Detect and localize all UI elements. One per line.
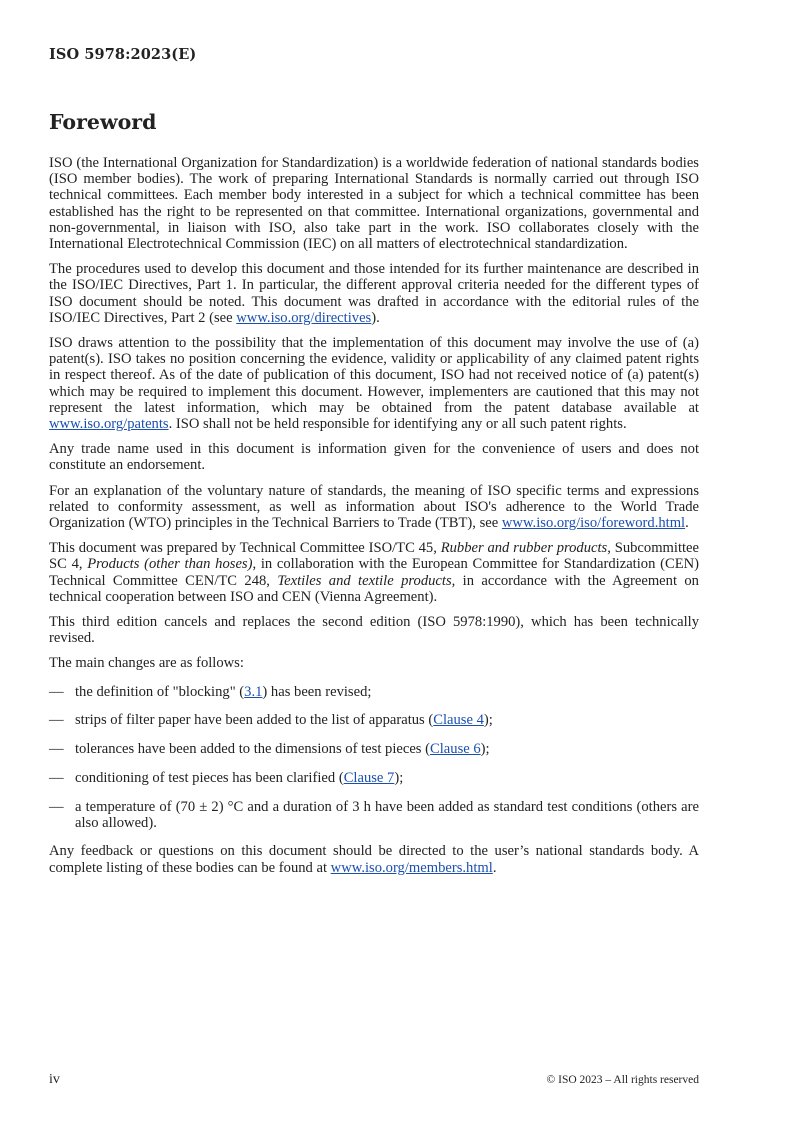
list-item-text: ); [483,712,493,729]
document-page [49,0,699,1122]
clause-6-link[interactable]: Clause 6 [430,741,481,758]
paragraph-text: in accordance with the Agreement on technical cooperation between ISO and CEN (Vienna Agreement). [49,572,699,605]
patents-link[interactable]: www.iso.org/patents [49,416,169,433]
paragraph-text: . [492,859,497,876]
paragraph-iso-intro: ISO (the International Organization for Standardization) is a worldwide federation of national standards bodies (ISO member bodies). The work of preparing International Standards is normally carried out through ISO technical committees. Each member body interested in a subject for which a technical committee has been established has the right to be represented on that committee. International organizations, governmental and non-governmental, in liaison with ISO, also take part in the work. ISO collaborates closely with the International Electrotechnical Commission (IEC) on all matters of electrotechnical standardization. [49,155,699,253]
list-item [49,684,699,700]
paragraph-procedures [49,261,699,326]
foreword-body [49,155,699,885]
paragraph-text: , in collaboration with the European Committee for Standardization (CEN) Technical Committee CEN/TC 248, [49,556,700,589]
foreword-link[interactable]: www.iso.org/iso/foreword.html [501,515,686,532]
list-item [49,741,699,757]
list-item-text: strips of filter paper have been added to the list of apparatus ( [75,712,434,729]
list-item-text: ); [480,741,490,758]
subcommittee-title: Products (other than hoses) [87,556,253,573]
list-item-text: ) has been revised; [262,683,372,700]
paragraph-feedback [49,843,699,875]
list-item-text: tolerances have been added to the dimensions of test pieces ( [75,741,430,758]
copyright-notice: © ISO 2023 – All rights reserved [546,1074,699,1086]
paragraph-text: , Subcommittee SC 4, [49,540,700,573]
paragraph-prepared-by [49,540,699,605]
list-item [49,712,699,728]
dash-marker: — [49,798,64,815]
dash-marker: — [49,741,64,758]
paragraph-text: Any feedback or questions on this document should be directed to the user’s national standards body. A complete listing of these bodies can be found at [49,843,699,876]
paragraph-text: This document was prepared by Technical Committee ISO/TC 45, [49,540,441,557]
cen-committee-title: Textiles and textile products, [277,572,456,589]
page-title: Foreword [49,110,157,134]
paragraph-text: For an explanation of the voluntary nature of standards, the meaning of ISO specific terms and expressions related to conformity assessment, as well as information about ISO's adherence to the World Trade Organization (WTO) principles in the Technical Barriers to Trade (TBT), see [49,482,699,532]
list-item-text: ); [394,769,404,786]
paragraph-patents [49,335,699,432]
changes-list [49,684,699,831]
paragraph-text: The procedures used to develop this document and those intended for its further maintenance are described in the ISO/IEC Directives, Part 1. In particular, the different approval criteria needed for the different types of ISO document should be noted. This document was drafted in accordance with the editorial rules of the ISO/IEC Directives, Part 2 (see [49,261,699,326]
list-item [49,770,699,786]
directives-link[interactable]: www.iso.org/directives [236,309,372,326]
paragraph-voluntary-nature [49,483,699,532]
document-id: ISO 5978:2023(E) [49,46,197,63]
paragraph-trade-name: Any trade name used in this document is information given for the convenience of users and does not constitute an endorsement. [49,441,699,474]
dash-marker: — [49,769,64,786]
list-item-text: a temperature of (70 ± 2) °C and a duration of 3 h have been added as standard test conditions (others are also allowed). [75,798,699,831]
paragraph-text: ). [371,309,380,326]
dash-marker: — [49,683,64,700]
clause-4-link[interactable]: Clause 4 [433,712,484,729]
list-item-text: conditioning of test pieces has been clarified ( [75,769,344,786]
clause-7-link[interactable]: Clause 7 [343,769,395,786]
page-number: iv [49,1072,60,1087]
paragraph-edition: This third edition cancels and replaces the second edition (ISO 5978:1990), which has been technically revised. [49,614,699,647]
committee-title: Rubber and rubber products [440,540,608,557]
list-item-text: the definition of "blocking" ( [75,683,245,700]
clause-3-1-link[interactable]: 3.1 [244,683,263,700]
paragraph-text: . ISO shall not be held responsible for identifying any or all such patent rights. [168,416,627,433]
paragraph-main-changes: The main changes are as follows: [49,655,244,672]
paragraph-text: ISO draws attention to the possibility that the implementation of this document may involve the use of (a) patent(s). ISO takes no position concerning the evidence, validity or applicability of any claimed patent rights in respect thereof. As of the date of publication of this document, ISO had not received notice of (a) patent(s) which may be required to implement this document. However, implementers are cautioned that this may not represent the latest information, which may be obtained from the patent database available at [49,335,699,416]
paragraph-text: . [685,515,689,532]
dash-marker: — [49,712,64,729]
members-link[interactable]: www.iso.org/members.html [330,859,493,876]
list-item [49,799,699,831]
